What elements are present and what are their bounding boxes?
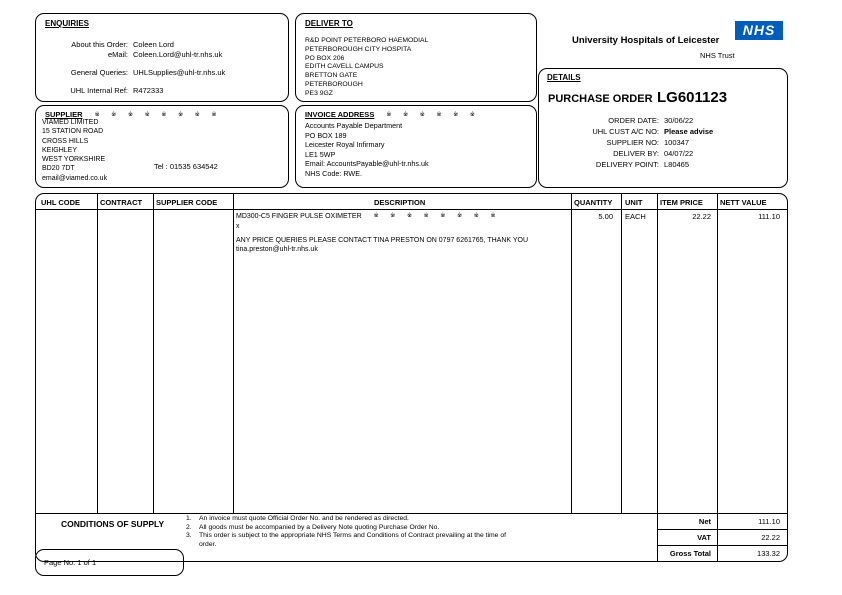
cust-account-row [539,127,713,136]
cust-account-label: UHL CUST A/C NO: [592,127,659,136]
item-description-marks: ※ ※ ※ ※ ※ ※ ※ ※ [373,213,501,219]
page-number: Page No: 1 of 1 [44,558,97,567]
col-header-quantity: QUANTITY [574,198,613,207]
net-value: 111.10 [758,517,780,526]
supplier-no-row [539,138,689,147]
delivery-point-row [539,160,689,169]
invoice-address-line: LE1 5WP [305,149,336,159]
purchase-order-label: PURCHASE ORDER [548,93,653,105]
deliver-to-line: PETERBOROUGH CITY HOSPITA [305,45,412,53]
enquiries-email-label: eMail: [107,50,128,59]
about-order-value: Coleen Lord [133,40,174,49]
invoice-address-line: PO BOX 189 [305,130,347,140]
general-queries-row [42,68,225,77]
purchase-order-number: LG601123 [657,89,728,106]
supplier-email: email@viamed.co.uk [42,175,108,182]
about-order-label: About this Order: [71,40,128,49]
invoice-address-line: Accounts Payable Department [305,121,403,130]
conditions-list [186,515,516,549]
deliver-to-line: EDITH CAVELL CAMPUS [305,63,384,71]
details-title: DETAILS [547,73,581,82]
page-number-box [35,549,184,576]
supplier-line: WEST YORKSHIRE [42,156,106,164]
column-line [717,194,718,561]
vat-value: 22.22 [761,533,780,542]
item-description-text: MD300-C5 FINGER PULSE OXIMETER [236,213,362,220]
line-item-quantity: 5.00 [598,212,613,221]
enquiries-title: ENQUIRIES [45,19,90,28]
line-item-unit: EACH [625,212,646,221]
deliver-by-value: 04/07/22 [664,149,694,158]
supplier-line: BD20 7DT [42,165,75,173]
totals-divider [657,529,787,530]
column-line [571,194,572,513]
condition-number: 3. [186,532,192,540]
supplier-no-value: 100347 [664,138,690,147]
column-line [657,194,658,561]
col-header-description: DESCRIPTION [374,198,426,207]
invoice-address-marks: ※ ※ ※ ※ ※ ※ [386,112,480,118]
deliver-to-box [295,13,537,102]
deliver-to-line: PETERBOROUGH [305,80,363,88]
condition-text: An invoice must quote Official Order No. and be rendered as directed. [199,515,409,522]
line-item-description [236,212,500,220]
enquiries-box [35,13,289,102]
condition-number: 1. [186,515,192,522]
enquiries-email-value: Coleen.Lord@uhl-tr.nhs.uk [133,50,223,59]
delivery-point-value: L80465 [664,160,690,169]
condition-text: This order is subject to the appropriate NHS Terms and Conditions of Contract prevailing at the time of order. [199,532,507,548]
about-order-row [42,40,174,49]
column-line [621,194,622,513]
col-header-contract: CONTRACT [100,198,143,207]
invoice-address-title: INVOICE ADDRESS [305,110,375,119]
price-query-email: tina.preston@uhl-tr.nhs.uk [236,246,318,253]
deliver-to-line: PE3 9GZ [305,89,333,97]
totals-divider [657,545,787,546]
conditions-title: CONDITIONS OF SUPPLY [61,519,165,529]
supplier-address [42,118,105,174]
supplier-marks: ※ ※ ※ ※ ※ ※ ※ ※ [94,112,222,118]
supplier-line: CROSS HILLS [42,137,89,145]
deliver-to-line: R&D POINT PETERBORO HAEMODIAL [305,37,429,44]
column-line [233,194,234,513]
price-query-note: ANY PRICE QUERIES PLEASE CONTACT TINA PRESTON ON 0797 6261765, THANK YOU [236,237,529,244]
internal-ref-value: R472333 [133,86,164,95]
delivery-point-label: DELIVERY POINT: [595,160,659,169]
col-header-uhl-code: UHL CODE [41,198,81,207]
org-subtitle: NHS Trust [700,51,735,60]
order-date-value: 30/06/22 [664,116,694,125]
nhs-logo: NHS [735,21,783,40]
cust-account-value: Please advise [664,127,714,136]
col-header-item-price: ITEM PRICE [660,198,703,207]
order-date-row [539,116,693,125]
col-header-supplier-code: SUPPLIER CODE [156,198,218,207]
order-table [35,193,788,562]
invoice-header-row [305,110,480,119]
deliver-to-address [305,37,428,99]
gross-total-value: 133.32 [757,549,780,558]
supplier-title: SUPPLIER [45,110,83,119]
invoice-address-box [295,105,537,188]
vat-label: VAT [697,533,711,542]
condition-text: All goods must be accompanied by a Delivery Note quoting Purchase Order No. [199,523,440,531]
invoice-address-lines [305,121,429,179]
details-box [538,68,788,188]
supplier-box [35,105,289,188]
org-name: University Hospitals of Leicester [572,35,720,46]
general-queries-value: UHLSupplies@uhl-tr.nhs.uk [133,68,226,77]
supplier-line: VIAMED LIMITED [42,119,99,126]
column-line [97,194,98,513]
header-divider [36,209,787,210]
supplier-line: KEIGHLEY [42,146,78,154]
condition-item [186,515,516,524]
invoice-address-line: Email: AccountsPayable@uhl-tr.nhs.uk [305,159,429,169]
net-label: Net [698,517,711,526]
internal-ref-row [42,86,163,95]
line-item-nett-value: 111.10 [758,212,780,221]
deliver-to-line: BRETTON GATE [305,72,358,80]
col-header-nett-value: NETT VALUE [720,198,767,207]
supplier-line: 15 STATION ROAD [42,128,104,136]
invoice-address-line: NHS Code: RWE. [305,168,362,178]
gross-total-label: Gross Total [669,549,711,558]
enquiries-email-row [42,50,222,59]
deliver-to-line: PO BOX 206 [305,54,345,62]
condition-item [186,532,516,549]
line-item-price: 22.22 [692,212,711,221]
general-queries-label: General Queries: [70,68,128,77]
order-date-label: ORDER DATE: [608,116,659,125]
supplier-tel: Tel : 01535 634542 [154,162,218,171]
internal-ref-label: UHL Internal Ref: [70,86,128,95]
condition-item [186,524,516,533]
line-item-note-x: x [236,223,240,230]
column-line [153,194,154,513]
invoice-address-line: Leicester Royal Infirmary [305,140,385,150]
deliver-by-label: DELIVER BY: [613,149,659,158]
supplier-no-label: SUPPLIER NO: [606,138,659,147]
col-header-unit: UNIT [625,198,643,207]
deliver-to-title: DELIVER TO [305,19,353,28]
conditions-divider [36,513,787,514]
deliver-by-row [539,149,693,158]
condition-number: 2. [186,523,192,531]
